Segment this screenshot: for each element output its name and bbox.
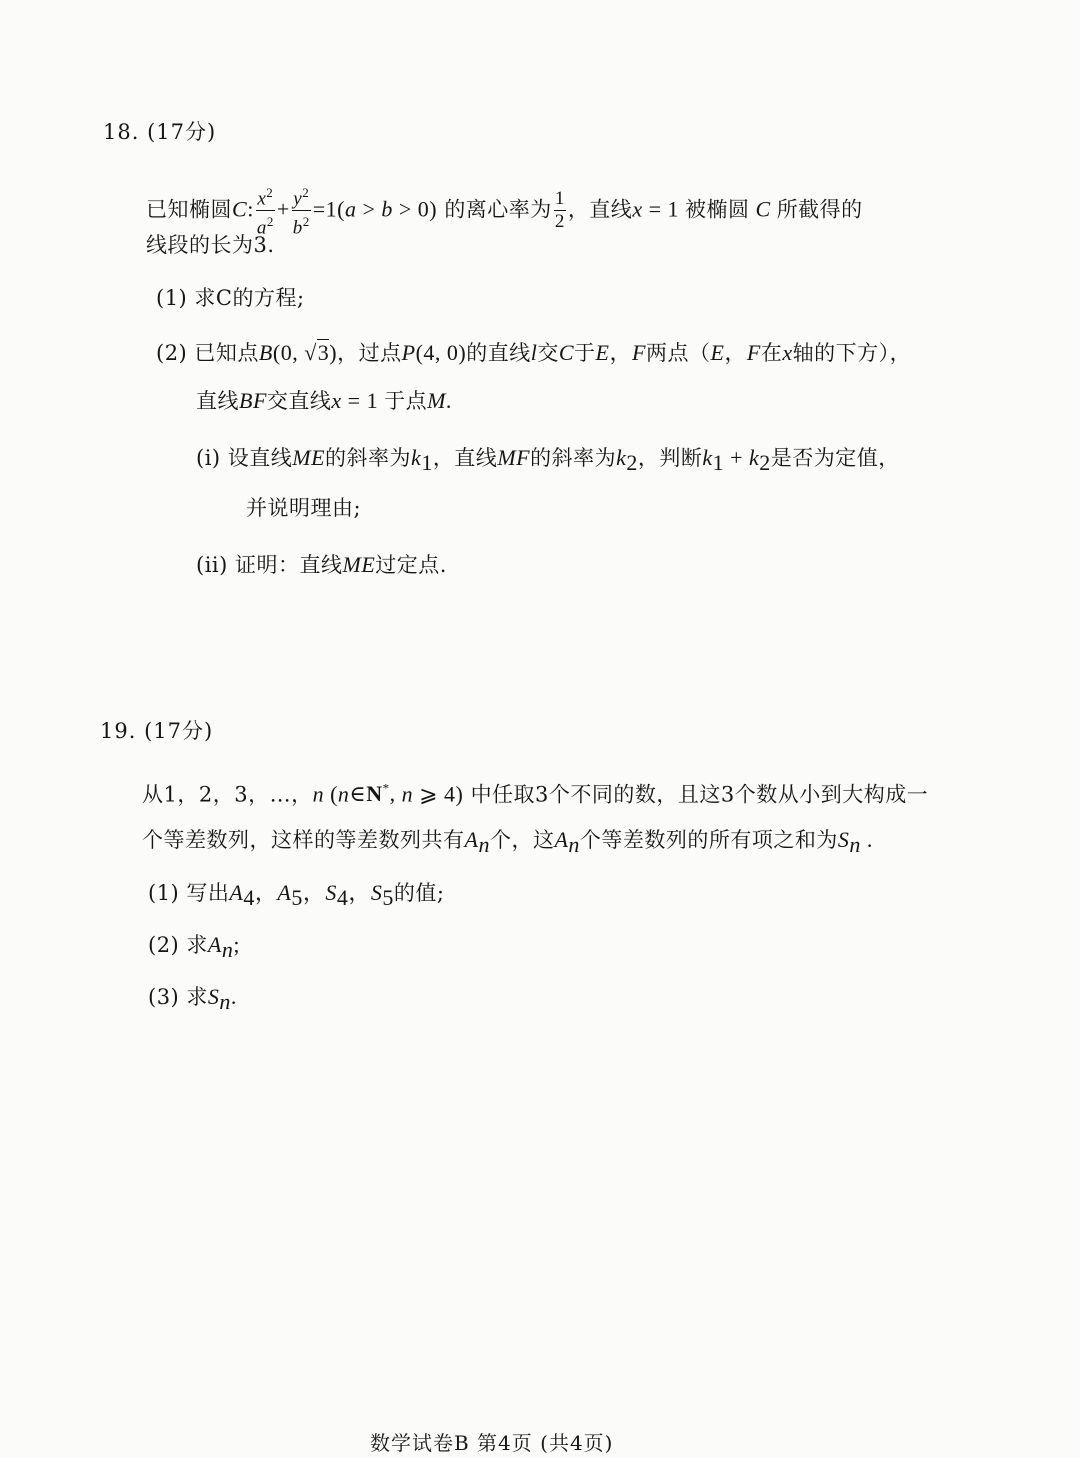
- fraction-y2-b2: $\frac{y^2}{b^2}$: [292, 182, 311, 240]
- q18-part1: (1) 求C的方程;: [156, 286, 305, 310]
- page-footer: 数学试卷B 第4页 (共4页): [370, 1431, 614, 1455]
- q18-header: 18. (17分): [103, 120, 217, 144]
- q18-subpart-i-line1: (i) 设直线ME的斜率为$k_1$，直线MF的斜率为$k_2$，判断$k_1 + k_2$是否为定值，: [196, 445, 900, 476]
- q18-subpart-i-line2: 并说明理由;: [246, 496, 362, 520]
- q18-stem-line1: 已知椭圆C: $\frac{x^2}{a^2}$ + $\frac{y^2}{b^2}$ =1(a > b > 0) 的离心率为 $\frac{1}{2}$ ，直线x = 1 被椭圆 C 所截得的: [146, 182, 863, 240]
- q18-part2-line2: 直线BF交直线x = 1 于点M.: [196, 388, 452, 413]
- fraction-one-half: $\frac{1}{2}$: [554, 188, 565, 233]
- q19-part2: (2) 求$A_n$;: [148, 932, 240, 963]
- q19-header: 19. (17分): [100, 719, 214, 743]
- fraction-x2-a2: $\frac{x^2}{a^2}$: [256, 182, 275, 240]
- q18-part2-line1: (2) 已知点B(0, √3)，过点P(4, 0)的直线l交C于E，F两点（E，F在x轴的下方），: [156, 340, 912, 365]
- q19-stem-line2: 个等差数列，这样的等差数列共有$A_n$个，这$A_n$个等差数列的所有项之和为$S_n$ .: [142, 827, 873, 858]
- q18-subpart-ii: (ii) 证明：直线ME过定点.: [196, 552, 447, 577]
- q18-stem-line2: 线段的长为3.: [146, 233, 275, 257]
- q19-stem-line1: 从1，2，3，…，n (n∈N*, n ⩾ 4) 中任取3个不同的数，且这3个数从小到大构成一: [142, 781, 929, 807]
- q19-part3: (3) 求$S_n$.: [148, 984, 237, 1015]
- q19-part1: (1) 写出$A_4$，$A_5$，$S_4$，$S_5$的值;: [148, 880, 445, 911]
